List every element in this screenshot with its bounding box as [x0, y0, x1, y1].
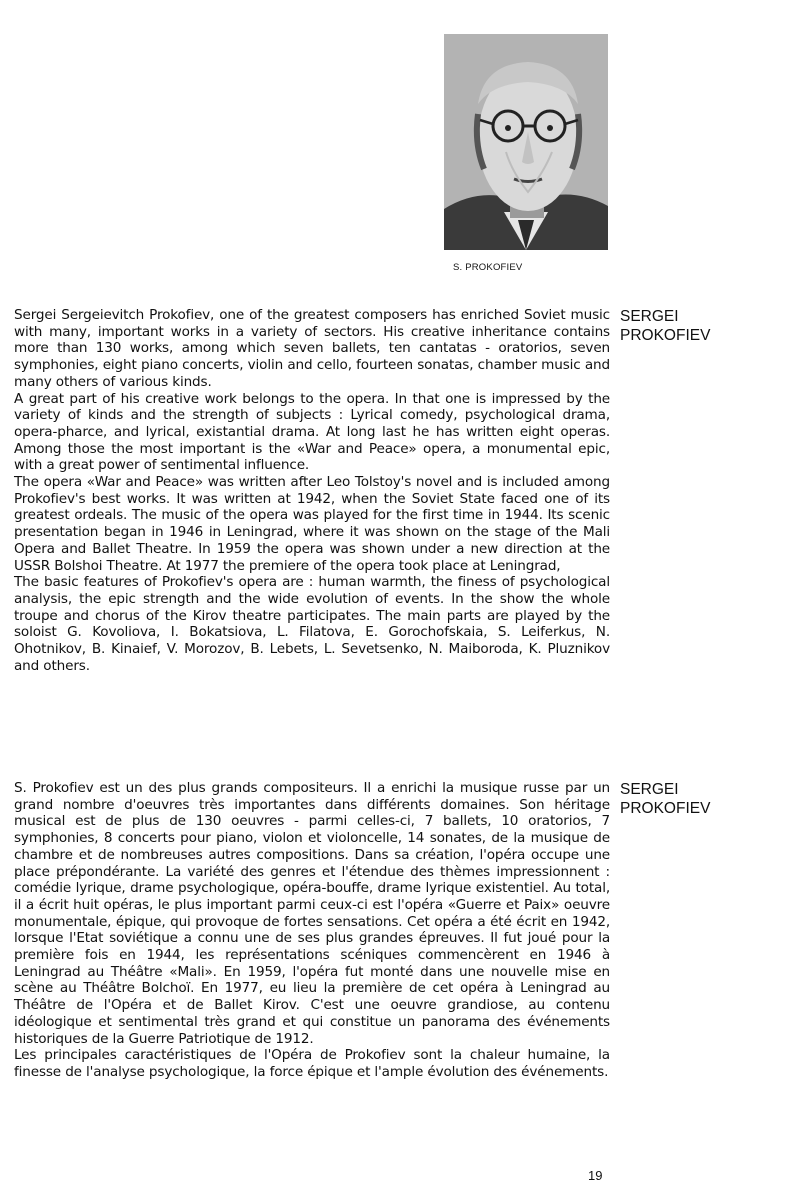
- english-paragraph: The opera «War and Peace» was written after Leo Tolstoy's novel and is included among Prokofiev's best works. It was written at 1942, when the Soviet State faced one of its greatest ordeals. The music of the opera was played for the first time in 1944. Its scenic presentation began in 1946 in Leningrad, where it was shown on the stage of the Mali Opera and Ballet Theatre. In 1959 the opera was shown under a new direction at the USSR Bolshoi Theatre. At 1977 the premiere of the opera took place at Leningrad,: [14, 474, 610, 574]
- english-section: [14, 307, 610, 674]
- french-paragraph: Les principales caractéristiques de l'Opéra de Prokofiev sont la chaleur humaine, la finesse de l'analyse psychologique, la force épique et l'ample évolution des événements.: [14, 1047, 610, 1080]
- english-paragraph: Sergei Sergeievitch Prokofiev, one of the greatest composers has enriched Soviet music with many, important works in a variety of sectors. His creative inheritance contains more than 130 works, among which seven ballets, ten cantatas - oratorios, seven symphonies, eight piano concerts, violin and cello, fourteen sonatas, chamber music and many others of various kinds.: [14, 307, 610, 390]
- french-section: [14, 780, 610, 1081]
- english-heading: [620, 307, 710, 345]
- english-paragraph: A great part of his creative work belongs to the opera. In that one is impressed by the variety of kinds and the strength of subjects : Lyrical comedy, psychological drama, opera-pharce, and lyrical, existantial drama. At long last he has written eight operas. Among those the most important is the «War and Peace» opera, a monumental epic, with a great power of sentimental influence.: [14, 390, 610, 474]
- photo-caption: S. PROKOFIEV: [453, 262, 523, 273]
- english-heading-line2: PROKOFIEV: [620, 327, 711, 344]
- english-heading-line1: SERGEI: [620, 308, 679, 325]
- french-heading-line1: SERGEI: [620, 781, 679, 798]
- portrait-photo: [444, 34, 608, 250]
- page-number: 19: [588, 1168, 603, 1183]
- portrait-illustration: [444, 34, 608, 250]
- french-heading: [620, 780, 710, 818]
- french-paragraph: S. Prokofiev est un des plus grands compositeurs. Il a enrichi la musique russe par un grand nombre d'oeuvres très importantes dans différents domaines. Son héritage musical est de plus de 130 oeuvres - parmi celles-ci, 7 ballets, 10 oratorios, 7 symphonies, 8 concerts pour piano, violon et violoncelle, 14 sonates, de la musique de chambre et de nombreuses autres compositions. Dans sa création, l'opéra occupe une place prépondérante. La variété des genres et l'étendue des thèmes impressionnent : comédie lyrique, drame psychologique, opéra-bouffe, drame lyrique existentiel. Au total, il a écrit huit opéras, le plus important parmi ceux-ci est l'opéra «Guerre et Paix» oeuvre monumentale, épique, qui provoque de fortes sensations. Cet opéra a été écrit en 1942, lorsque l'Etat soviétique a connu une de ses plus grandes épreuves. Il fut joué pour la première fois en 1944, les représentations scéniques commencèrent en 1946 à Leningrad au Théâtre «Mali». En 1959, l'opéra fut monté dans une nouvelle mise en scène au Théâtre Bolchoï. En 1977, eu lieu la première de cet opéra à Leningrad au Théâtre de l'Opéra et de Ballet Kirov. C'est une oeuvre grandiose, au contenu idéologique et sentimental très grand et qui constitue un panorama des événements historiques de la Guerre Patriotique de 1912.: [14, 780, 610, 1047]
- french-heading-line2: PROKOFIEV: [620, 800, 711, 817]
- english-paragraph: The basic features of Prokofiev's opera are : human warmth, the finess of psychological analysis, the epic strength and the wide evolution of events. In the show the whole troupe and chorus of the Kirov theatre participates. The main parts are played by the soloist G. Kovoliova, I. Bokatsiova, L. Filatova, E. Gorochofskaia, S. Leiferkus, N. Ohotnikov, B. Kinaief, V. Morozov, B. Lebets, L. Sevetsenko, N. Maiboroda, K. Pluznikov and others.: [14, 574, 610, 674]
